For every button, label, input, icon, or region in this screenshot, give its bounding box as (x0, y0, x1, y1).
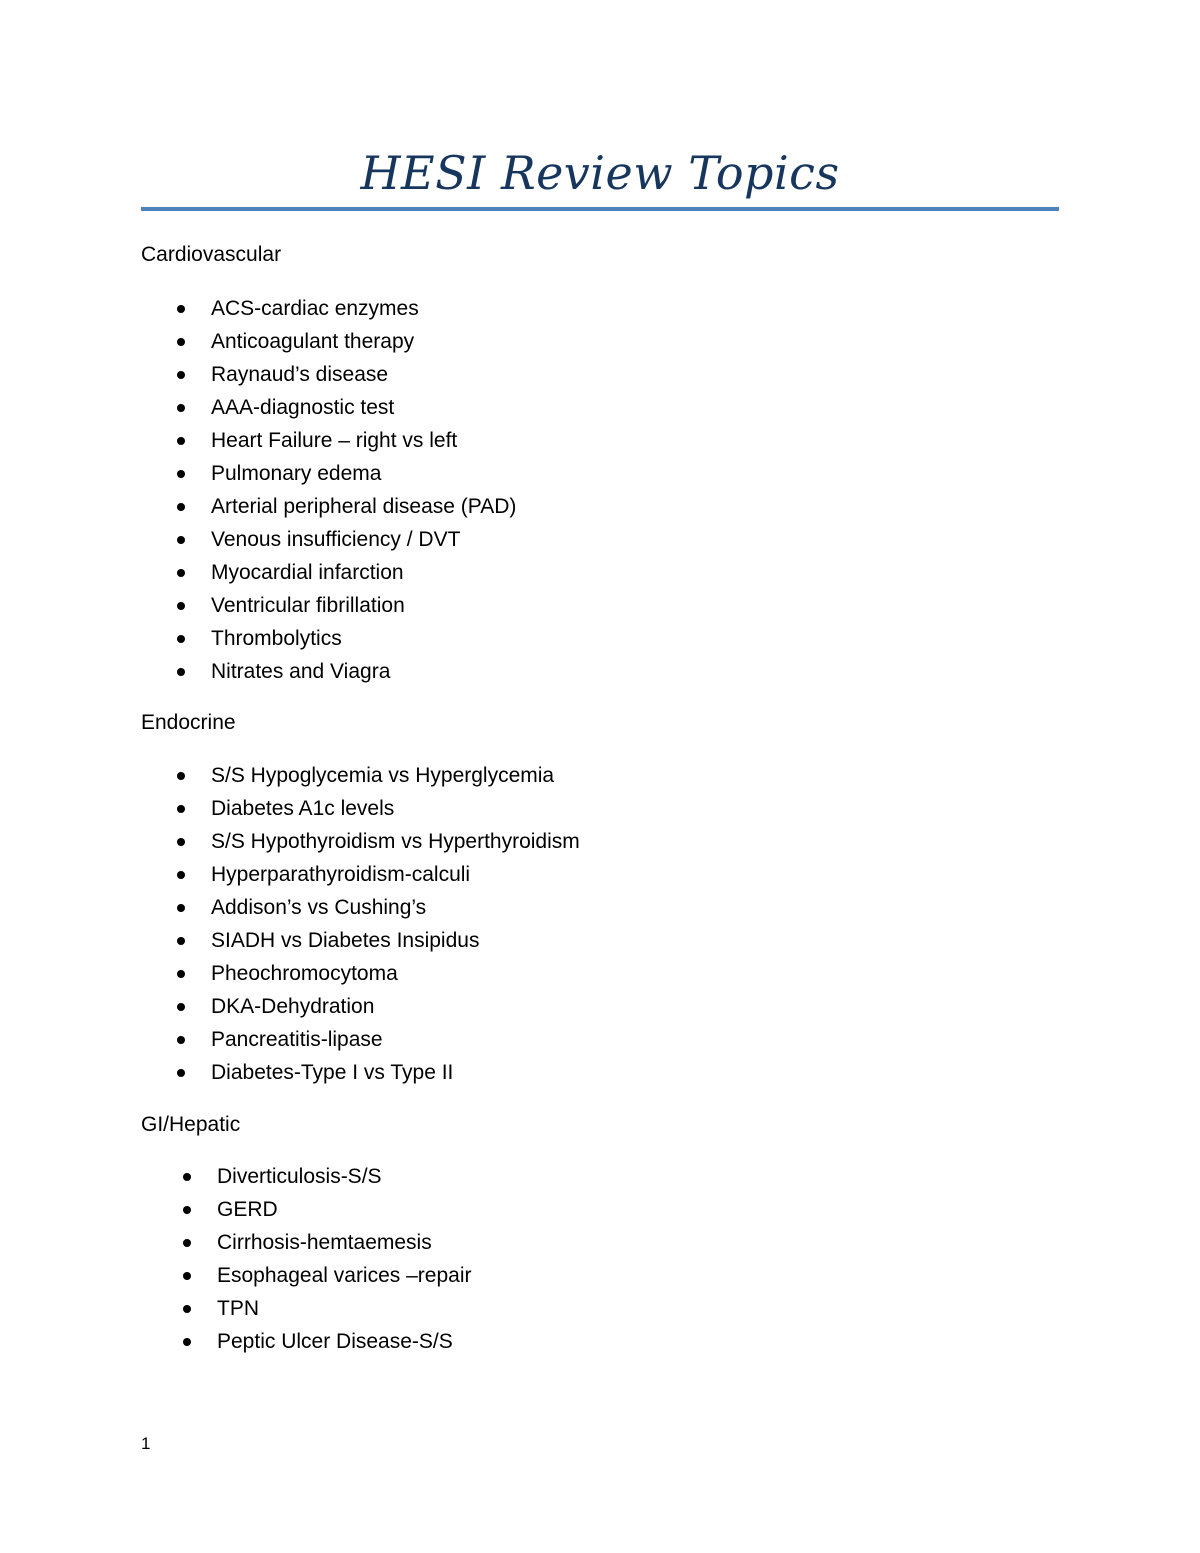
bullet-icon (183, 1206, 191, 1214)
bullet-icon (177, 338, 185, 346)
bullet-icon (177, 937, 185, 945)
list-item-text: GERD (217, 1198, 278, 1221)
list-item-text: Diverticulosis-S/S (217, 1165, 382, 1188)
bullet-icon (177, 1069, 185, 1077)
bullet-icon (177, 470, 185, 478)
list-item-text: Heart Failure – right vs left (211, 429, 458, 452)
list-item-text: Peptic Ulcer Disease-S/S (217, 1330, 453, 1353)
bullet-icon (177, 503, 185, 511)
list-item-text: Pheochromocytoma (211, 962, 398, 985)
bullet-icon (177, 536, 185, 544)
bullet-icon (183, 1272, 191, 1280)
list-item-text: DKA-Dehydration (211, 995, 375, 1018)
bullet-icon (183, 1338, 191, 1346)
bullet-icon (183, 1305, 191, 1313)
list-item-text: Cirrhosis-hemtaemesis (217, 1231, 432, 1254)
list-item-text: Ventricular fibrillation (211, 594, 405, 617)
list-item-text: Esophageal varices –repair (217, 1264, 472, 1287)
bullet-icon (177, 437, 185, 445)
list-item-text: Anticoagulant therapy (211, 330, 415, 353)
page-number: 1 (141, 1434, 151, 1453)
list-item-text: Pancreatitis-lipase (211, 1028, 383, 1051)
list-item-text: SIADH vs Diabetes Insipidus (211, 929, 480, 952)
list-item-text: TPN (217, 1297, 259, 1320)
list-item-text: Pulmonary edema (211, 462, 382, 485)
bullet-icon (177, 904, 185, 912)
list-item-text: Raynaud’s disease (211, 363, 389, 386)
section-heading-cardiovascular: Cardiovascular (141, 243, 282, 266)
bullet-icon (177, 602, 185, 610)
bullet-icon (183, 1173, 191, 1181)
list-item-text: Addison’s vs Cushing’s (211, 896, 427, 919)
bullet-icon (177, 404, 185, 412)
list-item-text: AAA-diagnostic test (211, 396, 395, 419)
list-item-text: Hyperparathyroidism-calculi (211, 863, 471, 886)
document-title: HESI Review Topics (360, 146, 840, 200)
bullet-icon (177, 871, 185, 879)
list-item-text: S/S Hypothyroidism vs Hyperthyroidism (211, 830, 580, 853)
list-item-text: Nitrates and Viagra (211, 660, 391, 683)
bullet-icon (177, 371, 185, 379)
list-item-text: Diabetes-Type I vs Type II (211, 1061, 454, 1084)
list-item-text: Myocardial infarction (211, 561, 404, 584)
bullet-icon (177, 838, 185, 846)
bullet-icon (177, 668, 185, 676)
bullet-icon (177, 635, 185, 643)
bullet-icon (177, 1036, 185, 1044)
bullet-icon (183, 1239, 191, 1247)
list-item-text: Arterial peripheral disease (PAD) (211, 495, 517, 518)
bullet-icon (177, 305, 185, 313)
list-item-text: Venous insufficiency / DVT (211, 528, 461, 551)
list-item-text: Diabetes A1c levels (211, 797, 395, 820)
title-underline (141, 207, 1059, 211)
bullet-icon (177, 772, 185, 780)
bullet-icon (177, 805, 185, 813)
bullet-icon (177, 569, 185, 577)
list-item-text: Thrombolytics (211, 627, 342, 650)
bullet-icon (177, 1003, 185, 1011)
list-item-text: S/S Hypoglycemia vs Hyperglycemia (211, 764, 555, 787)
section-heading-endocrine: Endocrine (141, 711, 236, 734)
bullet-icon (177, 970, 185, 978)
list-item-text: ACS-cardiac enzymes (211, 297, 419, 320)
section-heading-gi-hepatic: GI/Hepatic (141, 1113, 241, 1136)
